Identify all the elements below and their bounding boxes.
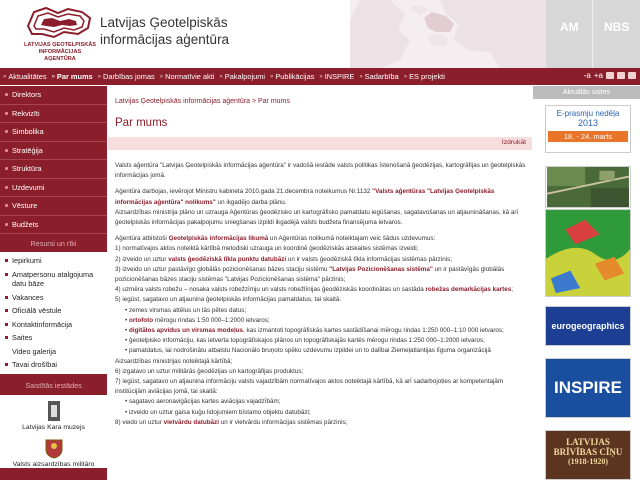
- nav-item-es-projekti[interactable]: » ES projekti: [403, 72, 445, 81]
- bullet-icon: [5, 130, 8, 133]
- resource-kontaktinformacija[interactable]: Kontaktinformācija: [0, 318, 107, 332]
- article-body: [115, 161, 527, 434]
- banner-eurogeographics[interactable]: eurogeographics: [545, 306, 631, 346]
- nbs-link[interactable]: NBS: [604, 20, 630, 34]
- nav-tools: [584, 71, 636, 80]
- bullet-icon: [5, 149, 8, 152]
- bullet-icon: [5, 323, 8, 326]
- bullet-icon: [5, 204, 8, 207]
- rss-icon[interactable]: [628, 72, 636, 79]
- print-bar: [108, 137, 532, 150]
- resource-iepirkumi[interactable]: Iepirkumi: [0, 254, 107, 268]
- agency-name[interactable]: Latvijas Ģeotelpiskās informācijas aģentūra: [100, 15, 230, 47]
- am-link[interactable]: AM: [560, 20, 579, 34]
- site-header: [0, 0, 640, 68]
- sitemap-icon[interactable]: [606, 72, 614, 79]
- nav-item-publikacijas[interactable]: » Publikācijas: [270, 72, 315, 81]
- sidebar-item-budzets[interactable]: Budžets: [0, 216, 107, 235]
- bullet-icon: [5, 273, 8, 276]
- bullet-icon: [5, 223, 8, 226]
- paragraph: Aģentūra darbojas, ievērojot Ministru kabineta 2010.gada 21.decembra noteikumus Nr.1132 "Valsts aģentūras "Latvijas Ģeotelpiskās informācijas aģentūra" nolikums" un ikgadējo darba plānu. Aizsardzības ministrija plāno un uzrauga Aģentūras ģeodēzisko un kartogrāfisko pamatdatu iegūšanas, sagatavošanas un atjaunināšanas, kā arī ģeotelpiskās informācijas pakalpojumu sniegšanas izpildi ikgadējā valsts budžeta finansējuma ietvaros.: [115, 188, 519, 227]
- font-increase-button[interactable]: +a: [593, 71, 603, 80]
- related-kara-muzejs[interactable]: Latvijas Kara muzejs: [0, 395, 107, 431]
- banner-aerial-photo[interactable]: [545, 166, 631, 208]
- nav-item-sadarbiba[interactable]: » Sadarbība: [359, 72, 399, 81]
- sidebar-item-vesture[interactable]: Vēsture: [0, 197, 107, 216]
- resources-list: [0, 252, 107, 374]
- sidebar-item-uzdevumi[interactable]: Uzdevumi: [0, 179, 107, 198]
- coat-of-arms-icon: [43, 437, 65, 459]
- related-institutions: [0, 395, 107, 468]
- resource-video-galerija[interactable]: Video galerija: [12, 346, 57, 356]
- banner-terrain-model[interactable]: [545, 209, 631, 297]
- bullet-icon: [5, 186, 8, 189]
- resource-oficiala-vestule[interactable]: Oficiālā vēstule: [0, 304, 107, 318]
- banner-inspire[interactable]: INSPIRE: [545, 358, 631, 418]
- links-title: Aktuālās saites: [533, 86, 640, 99]
- resource-saites[interactable]: Saites: [0, 331, 107, 345]
- demarcation-maps-link[interactable]: robežas demarkācijas kartes: [425, 286, 512, 294]
- war-museum-icon: [47, 400, 61, 422]
- breadcrumb[interactable]: Latvijas Ģeotelpiskās informācijas aģentūra > Par mums: [115, 98, 290, 105]
- divider: [592, 0, 593, 68]
- related-vamoic[interactable]: Valsts aizsardzības militāro: [0, 431, 107, 468]
- mail-icon[interactable]: [617, 72, 625, 79]
- bullet-icon: [5, 336, 8, 339]
- europe-map-background: [350, 0, 550, 68]
- nav-item-darbibas-jomas[interactable]: » Darbības jomas: [97, 72, 155, 81]
- left-sidebar: [0, 86, 107, 480]
- banner-e-skills-week[interactable]: E-prasmju nedēļa 2013 18. - 24. marts: [545, 105, 631, 153]
- sidebar-item-simbolika[interactable]: Simbolika: [0, 123, 107, 142]
- nav-item-normativie-akti[interactable]: » Normatīvie akti: [159, 72, 215, 81]
- resource-vakances[interactable]: Vakances: [0, 291, 107, 305]
- terrain-models-link[interactable]: digitālos apvidus un virsmas modeļus: [128, 327, 244, 335]
- nav-item-aktualitates[interactable]: » Aktualitātes: [3, 72, 47, 81]
- main-nav: [0, 68, 640, 85]
- sidebar-item-direktors[interactable]: Direktors: [0, 86, 107, 105]
- resource-tavai-drosibai[interactable]: Tavai drošībai: [0, 358, 107, 372]
- bullet-icon: [5, 296, 8, 299]
- page-title: Par mums: [115, 117, 168, 129]
- lps-link[interactable]: "Latvijas Pozicionēšanas sistēma": [329, 265, 433, 273]
- sidebar-item-struktura[interactable]: Struktūra: [0, 160, 107, 179]
- resource-atalgojuma-db[interactable]: Amatpersonu atalgojuma datu bāze: [0, 268, 107, 291]
- regulation-link[interactable]: "Valsts aģentūras "Latvijas Ģeotelpiskās informācijas aģentūra" nolikums": [115, 188, 495, 206]
- sidebar-item-rekviziti[interactable]: Rekvizīti: [0, 105, 107, 124]
- nav-item-pakalpojumi[interactable]: » Pakalpojumi: [219, 72, 266, 81]
- bullet-icon: [5, 167, 8, 170]
- latvia-map-logo-icon: [24, 4, 96, 42]
- related-title: Saistītās iestādes: [25, 381, 82, 390]
- geodetic-db-link[interactable]: valsts ģeodēziskā tīkla punktu datubāzi: [168, 255, 287, 263]
- placenames-db-link[interactable]: vietvārdu datubāzi: [163, 418, 219, 426]
- nav-item-inspire[interactable]: » INSPIRE: [319, 72, 355, 81]
- bullet-icon: [5, 309, 8, 312]
- agency-logo[interactable]: [24, 4, 96, 62]
- print-button[interactable]: Izdrukāt: [501, 139, 526, 146]
- paragraph: Aģentūra atbilstoši Ģeotelpiskās informācijas likumā un Aģentūras nolikumā noteiktajam veic šādus uzdevumus: 1) normatīvajos aktos noteiktā kārtībā metodiski uzrauga un koordinē ģeodēziskās atskaites sistēmas izveidi; 2) izveido un uztur valsts ģeodēziskā tīkla punktu datubāzi un ir valsts ģeodēziskā tīkla informācijas sistēmas pārzinis; 3) izveido un uztur pastāvīgo globālās pozicionēšanas bāzes staciju sistēmu "Latvijas Pozicionēšanas sistēma" un ir pastāvīgās globālās pozicionēšanas bāzes staciju sistēmas "Latvijas Pozicionēšanas sistēma" pārzinis; 4) uzmēra valsts robežu – nosaka valsts robežzīmju un valsts robežlīnijas ģeodēziskās koordinātas un sastāda robežas demarkācijas kartes; 5) iegūst, sagatavo un atjaunina ģeotelpiskās informācijas pamatdatus, tai skaitā: • zemes virsmas attēlus un tās pētes datus; • ortofoto mērogu rindas 1:50 000–1:2000 ietvaros; • digitālos apvidus un virsmas modeļus, kas izmantoti topogrāfiskās kartes sastādīšanai mērogu rindas 1:250 000–1:10 000 ietvaros; • ģeotelpisko informāciju, kas ietverta topogrāfiskajos plānos un topogrāfiskajās kartēs mērogu rindas 1:250 000–1:2000 ietvaros; • pamatdatus, lai nodrošinātu atbalstu Nacionālo bruņoto spēku uzdevumu izpildei un to dalībai Ziemeļatlantijas līguma organizācijā Aizsardzības ministrijas noteiktajā kārtībā; 6) izgatavo un uztur militārās ģeodēzijas un kartogrāfijas produktus; 7) iegūst, sagatavo un atjaunina informāciju valsts vajadzībām normatīvajos aktos noteiktajā kārtībā, kā arī sadarbojoties ar kompetentajām institūcijām aviācijas jomā, tai skaitā: • sagatavo aeronavigācijas kartes aviācijas vajadzībām; • izveido un uztur gaisa kuģu lidojumiem bīstamo objektu datubāzi; 8) veido un uztur vietvārdu datubāzi un ir vietvārdu informācijas sistēmas pārzinis;: [115, 235, 513, 426]
- font-decrease-button[interactable]: -a: [583, 71, 591, 80]
- nav-item-par-mums[interactable]: » Par mums: [51, 72, 93, 81]
- logo-text: LATVIJAS ĢEOTELPISKĀS INFORMĀCIJAS AĢENTŪRA: [24, 42, 97, 62]
- paragraph: Valsts aģentūra "Latvijas Ģeotelpiskās informācijas aģentūra" ir vadošā iestāde valsts politikas īstenošanā ģeodēzijas, kartogrāfijas un ģeotelpiskās informācijas jomā.: [115, 162, 526, 180]
- law-link[interactable]: Ģeotelpiskās informācijas likumā: [168, 235, 269, 243]
- banner-freedom-fights[interactable]: LATVIJAS BRĪVĪBAS CĪŅU (1918-1920): [545, 430, 631, 480]
- bullet-icon: [5, 112, 8, 115]
- bullet-icon: [5, 93, 8, 96]
- bullet-icon: [5, 259, 8, 262]
- right-column: [533, 86, 640, 480]
- main-content: [108, 86, 532, 480]
- resources-title: Resursi un rīki: [30, 238, 77, 248]
- ortofoto-link[interactable]: ortofoto: [128, 316, 154, 324]
- header-ministry-links: [546, 0, 640, 68]
- sidebar-item-strategija[interactable]: Stratēģija: [0, 142, 107, 161]
- bullet-icon: [5, 363, 8, 366]
